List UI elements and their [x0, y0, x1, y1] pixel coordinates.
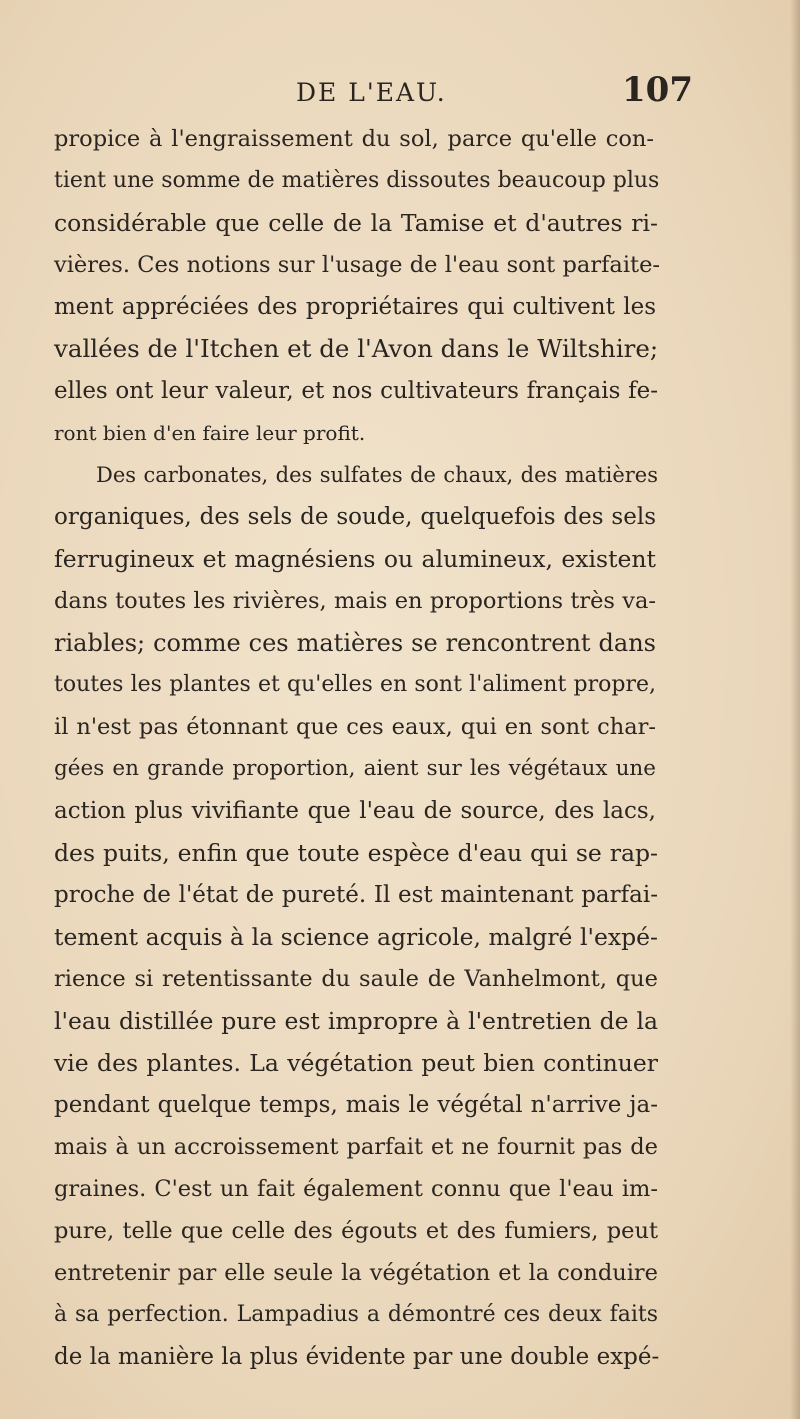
- text-line: pure, telle que celle des égouts et des fumiers, peut: [54, 1218, 658, 1244]
- text-line: ferrugineux et magnésiens ou alumineux, existent: [54, 545, 656, 573]
- text-line: graines. C'est un fait également connu que l'eau im-: [54, 1176, 658, 1202]
- text-line: tement acquis à la science agricole, malgré l'expé-: [54, 923, 658, 951]
- text-line: tient une somme de matières dissoutes beaucoup plus: [54, 168, 660, 193]
- text-line: considérable que celle de la Tamise et d'autres ri-: [54, 209, 658, 237]
- text-line: il n'est pas étonnant que ces eaux, qui en sont char-: [54, 714, 656, 740]
- text-line: gées en grande proportion, aient sur les végétaux une: [54, 756, 656, 781]
- text-line: riables; comme ces matières se rencontrent dans: [54, 629, 656, 657]
- text-line: action plus vivifiante que l'eau de source, des lacs,: [54, 798, 656, 824]
- page-number: 107: [622, 70, 693, 110]
- page-edge-shadow: [790, 0, 800, 1419]
- text-line: à sa perfection. Lampadius a démontré ces deux faits: [54, 1302, 658, 1327]
- text-line: proche de l'état de pureté. Il est maintenant parfai-: [54, 882, 658, 908]
- text-line: de la manière la plus évidente par une double expé-: [54, 1344, 660, 1370]
- text-line: dans toutes les rivières, mais en proportions très va-: [54, 588, 656, 614]
- text-line: rience si retentissante du saule de Vanhelmont, que: [54, 966, 658, 992]
- text-line: Des carbonates, des sulfates de chaux, des matières: [96, 463, 658, 487]
- text-line: des puits, enfin que toute espèce d'eau qui se rap-: [54, 839, 658, 867]
- text-line: vallées de l'Itchen et de l'Avon dans le Wiltshire;: [54, 334, 659, 363]
- text-line: propice à l'engraissement du sol, parce qu'elle con-: [54, 126, 654, 152]
- text-line: l'eau distillée pure est impropre à l'entretien de la: [54, 1007, 658, 1035]
- text-line: elles ont leur valeur, et nos cultivateurs français fe-: [54, 378, 658, 404]
- running-title: DE L'EAU.: [296, 78, 447, 107]
- text-line: toutes les plantes et qu'elles en sont l'aliment propre,: [54, 672, 656, 697]
- page-header: [0, 70, 800, 110]
- text-line: pendant quelque temps, mais le végétal n'arrive ja-: [54, 1092, 658, 1118]
- text-line: organiques, des sels de soude, quelquefois des sels: [54, 504, 656, 530]
- text-line: vières. Ces notions sur l'usage de l'eau sont parfaite-: [54, 252, 660, 278]
- text-line: ront bien d'en faire leur profit.: [54, 421, 366, 445]
- text-line: ment appréciées des propriétaires qui cultivent les: [54, 294, 656, 320]
- text-line: mais à un accroissement parfait et ne fournit pas de: [54, 1134, 658, 1160]
- text-line: vie des plantes. La végétation peut bien continuer: [54, 1049, 658, 1077]
- text-line: entretenir par elle seule la végétation et la conduire: [54, 1260, 658, 1286]
